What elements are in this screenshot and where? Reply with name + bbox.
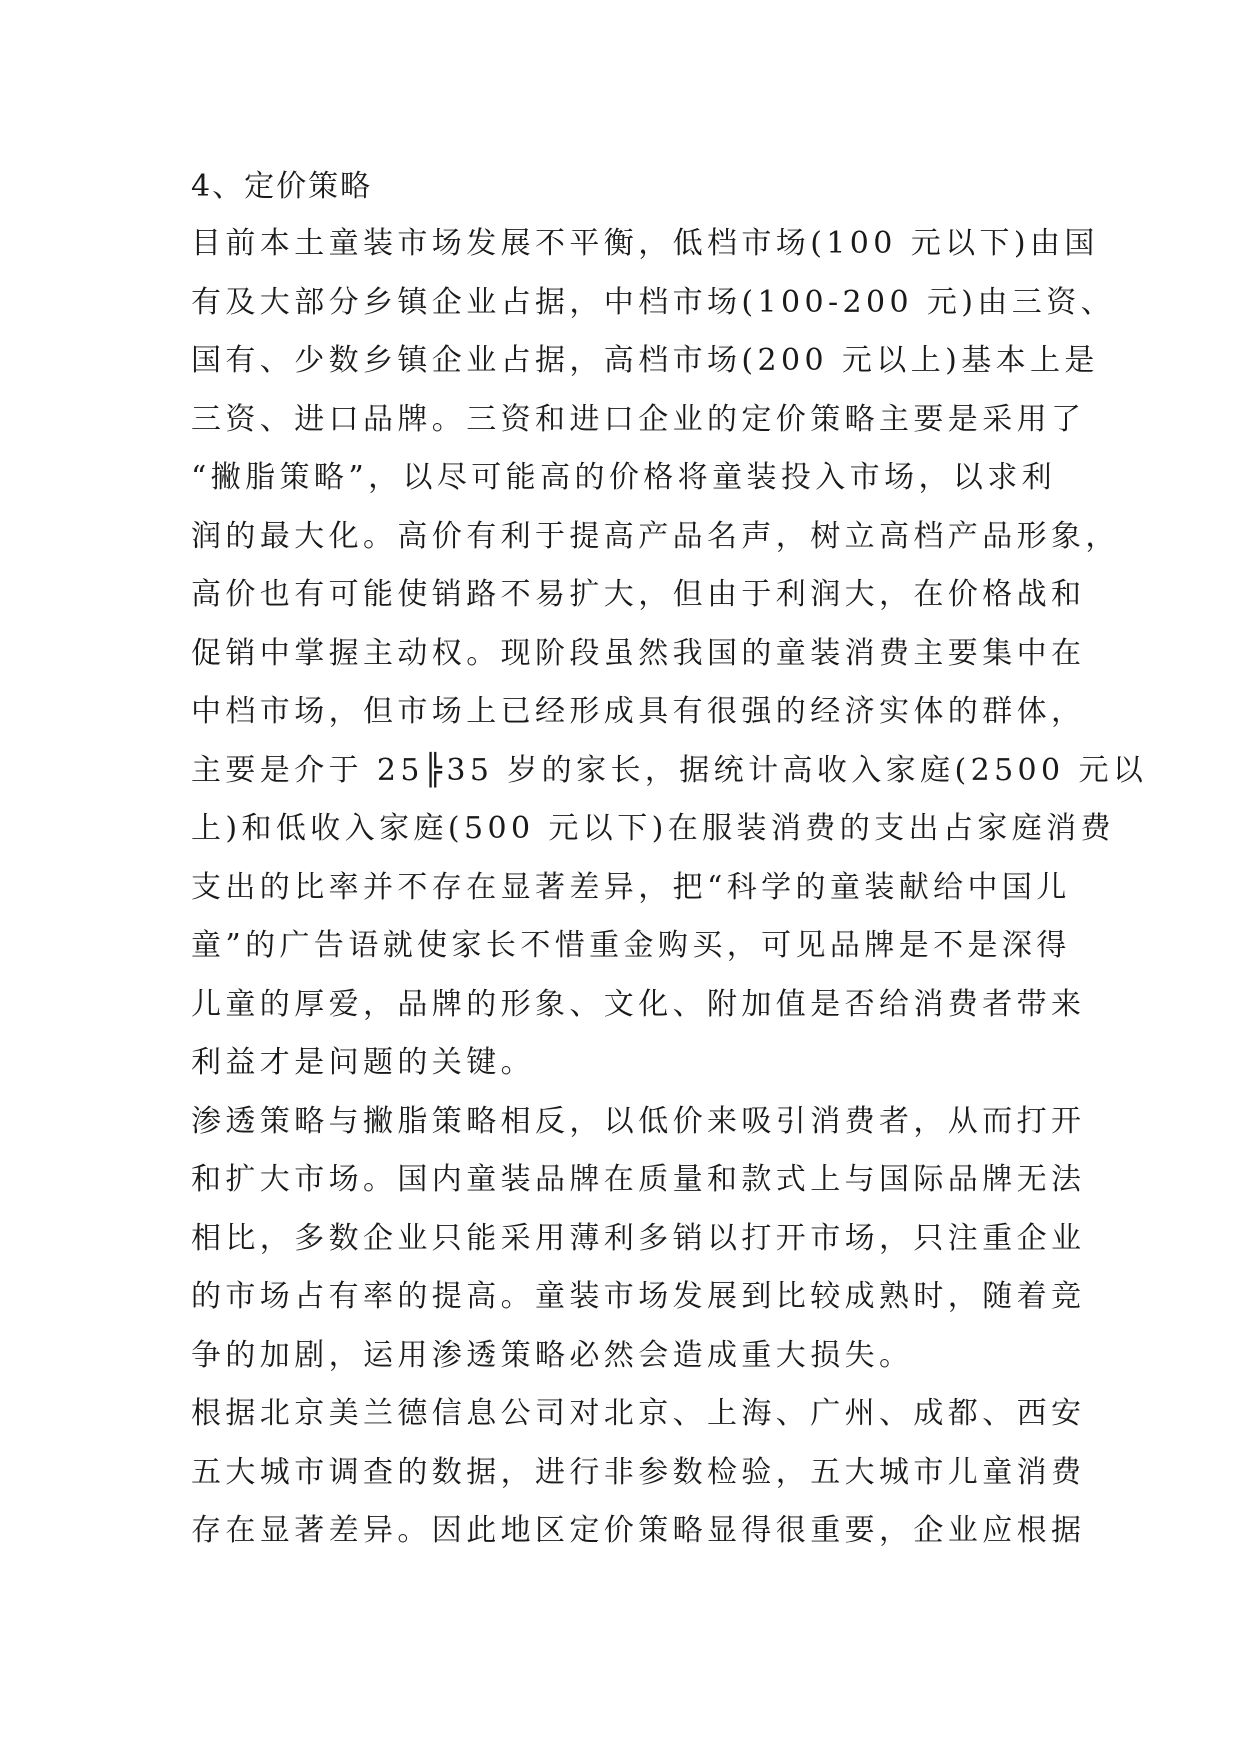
text-line: 上)和低收入家庭(500 元以下)在服装消费的支出占家庭消费 xyxy=(191,811,1115,846)
text-line: 争的加剧，运用渗透策略必然会造成重大损失。 xyxy=(191,1337,914,1373)
text-line: 润的最大化。高价有利于提高产品名声，树立高档产品形象， xyxy=(191,518,1120,554)
text-line: 利益才是问题的关键。 xyxy=(191,1045,535,1080)
text-line: 儿童的厚爱，品牌的形象、文化、附加值是否给消费者带来 xyxy=(191,986,1086,1022)
text-line: 的市场占有率的提高。童装市场发展到比较成熟时，随着竞 xyxy=(191,1279,1086,1314)
text-line: 三资、进口品牌。三资和进口企业的定价策略主要是采用了 xyxy=(191,401,1086,437)
paragraph-3 xyxy=(191,1385,1091,1561)
text-line: 主要是介于 25╠35 岁的家长，据统计高收入家庭(2500 元以 xyxy=(191,752,1148,788)
text-line: “撇脂策略”，以尽可能高的价格将童装投入市场，以求利 xyxy=(191,460,1057,495)
text-line: 有及大部分乡镇企业占据，中档市场(100-200 元)由三资、 xyxy=(191,284,1116,320)
document-body xyxy=(191,158,1148,1561)
text-line: 相比，多数企业只能采用薄利多销以打开市场，只注重企业 xyxy=(191,1220,1086,1256)
text-line: 国有、少数乡镇企业占据，高档市场(200 元以上)基本上是 xyxy=(191,343,1099,378)
text-line: 支出的比率并不存在显著差异，把“科学的童装献给中国儿 xyxy=(191,869,1071,905)
text-line: 根据北京美兰德信息公司对北京、上海、广州、成都、西安 xyxy=(191,1396,1086,1431)
paragraph-2 xyxy=(191,1093,1091,1386)
text-line: 高价也有可能使销路不易扩大，但由于利润大，在价格战和 xyxy=(191,577,1086,612)
text-line: 五大城市调查的数据，进行非参数检验，五大城市儿童消费 xyxy=(191,1454,1086,1490)
text-line: 目前本土童装市场发展不平衡，低档市场(100 元以下)由国 xyxy=(191,226,1099,261)
text-line: 渗透策略与撇脂策略相反，以低价来吸引消费者，从而打开 xyxy=(191,1103,1086,1139)
text-line: 促销中掌握主动权。现阶段虽然我国的童装消费主要集中在 xyxy=(191,635,1086,671)
paragraph-1 xyxy=(191,215,1148,1093)
text-line: 和扩大市场。国内童装品牌在质量和款式上与国际品牌无法 xyxy=(191,1162,1086,1197)
text-line: 存在显著差异。因此地区定价策略显得很重要，企业应根据 xyxy=(191,1513,1086,1548)
section-heading: 4、定价策略 xyxy=(191,169,373,204)
text-line: 童”的广告语就使家长不惜重金购买，可见品牌是不是深得 xyxy=(191,928,1071,963)
text-line: 中档市场，但市场上已经形成具有很强的经济实体的群体， xyxy=(191,694,1086,729)
